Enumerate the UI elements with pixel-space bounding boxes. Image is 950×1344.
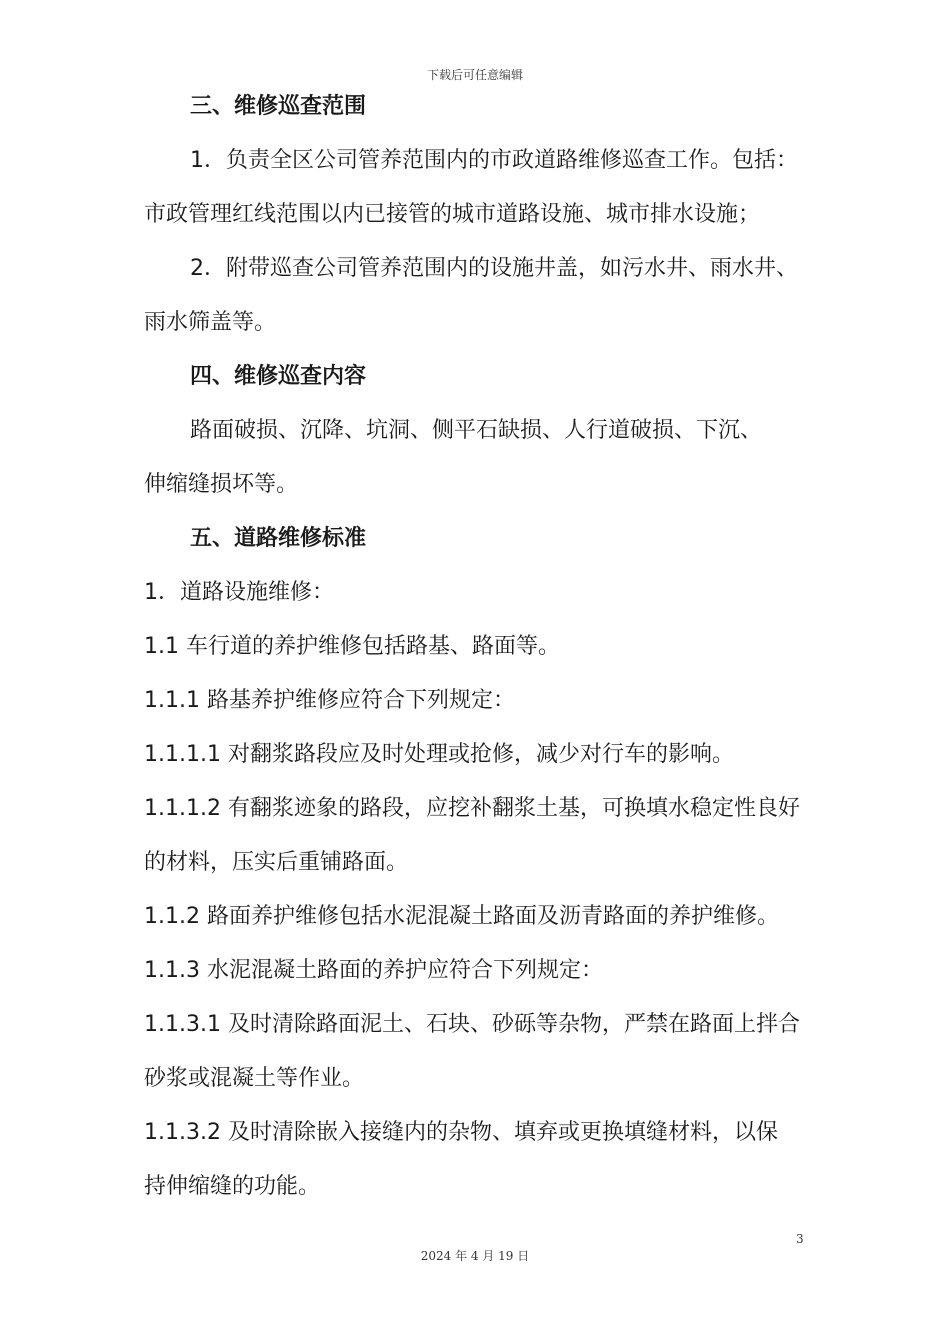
text-line: 1．负责全区公司管养范围内的市政道路维修巡查工作。包括： xyxy=(190,148,798,173)
text-line: 砂浆或混凝土等作业。 xyxy=(144,1066,365,1091)
text-line: 雨水筛盖等。 xyxy=(144,310,277,335)
section-heading: 五、道路维修标准 xyxy=(190,526,367,551)
document-body xyxy=(144,80,824,1214)
text-line: 伸缩缝损坏等。 xyxy=(144,472,299,497)
text-line: 1.1.2 路面养护维修包括水泥混凝土路面及沥青路面的养护维修。 xyxy=(144,904,779,929)
text-line: 的材料，压实后重铺路面。 xyxy=(144,850,409,875)
text-line: 1.1.3.1 及时清除路面泥土、石块、砂砾等杂物，严禁在路面上拌合 xyxy=(144,1012,800,1037)
text-line: 持伸缩缝的功能。 xyxy=(144,1174,321,1199)
page-number: 3 xyxy=(796,1232,804,1246)
text-line: 1.1 车行道的养护维修包括路基、路面等。 xyxy=(144,634,560,659)
text-line: 1.1.1 路基养护维修应符合下列规定： xyxy=(144,688,515,713)
text-line: 路面破损、沉降、坑洞、侧平石缺损、人行道破损、下沉、 xyxy=(190,418,763,443)
section-heading: 三、维修巡查范围 xyxy=(190,94,367,119)
text-line: 1.1.3 水泥混凝土路面的养护应符合下列规定： xyxy=(144,958,603,983)
text-line: 1.1.1.1 对翻浆路段应及时处理或抢修，减少对行车的影响。 xyxy=(144,742,734,767)
text-line: 1.1.3.2 及时清除嵌入接缝内的杂物、填弃或更换填缝材料，以保 xyxy=(144,1120,778,1145)
text-line: 1.1.1.2 有翻浆迹象的路段，应挖补翻浆土基，可换填水稳定性良好 xyxy=(144,796,800,821)
page-header: 下载后可任意编辑 xyxy=(426,68,523,82)
text-line: 2．附带巡查公司管养范围内的设施井盖，如污水井、雨水井、 xyxy=(190,256,798,281)
footer-date: 2024 年 4 月 19 日 xyxy=(420,1249,530,1263)
text-line: 市政管理红线范围以内已接管的城市道路设施、城市排水设施； xyxy=(144,202,761,227)
text-line: 1．道路设施维修： xyxy=(144,580,334,605)
section-heading: 四、维修巡查内容 xyxy=(190,364,367,389)
